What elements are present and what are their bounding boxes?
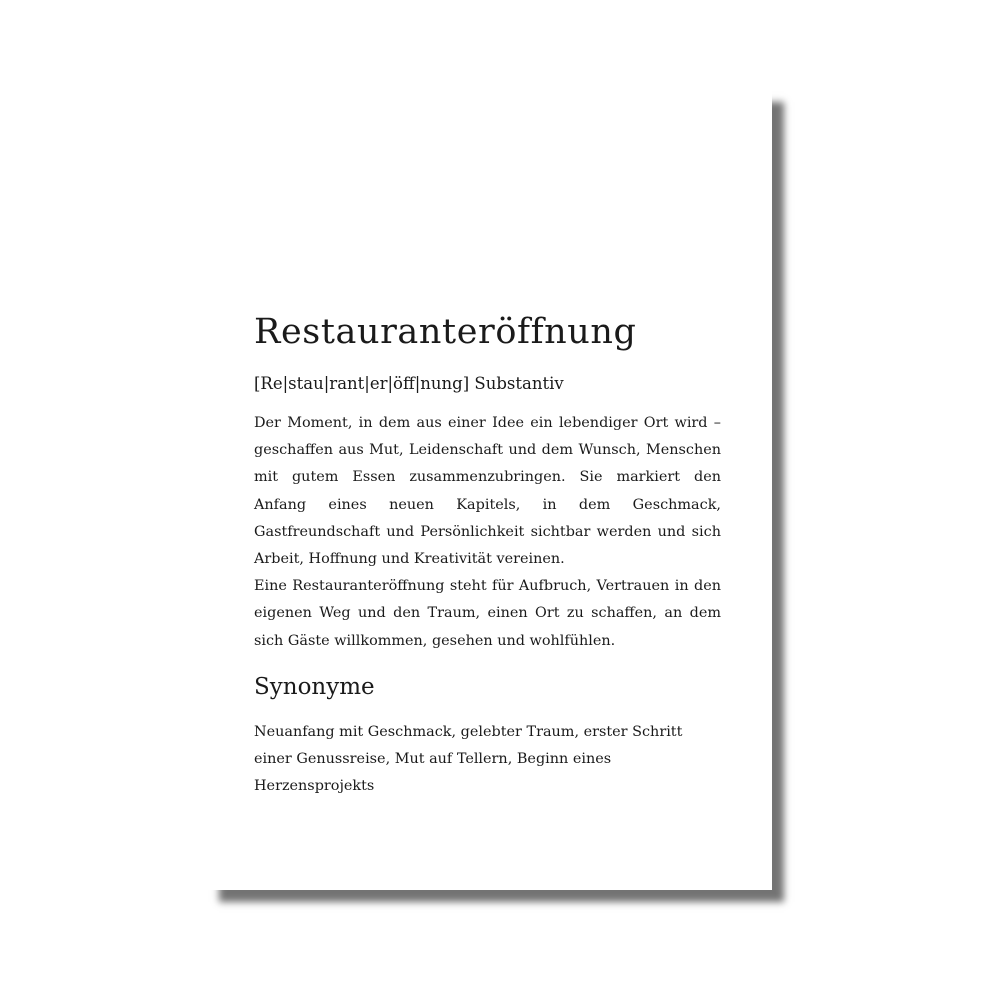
definition-body [254, 410, 721, 655]
synonyms-text: Neuanfang mit Geschmack, gelebter Traum, erster Schritt einer Genussreise, Mut auf Tellern, Beginn eines Herzensprojekts [254, 723, 683, 795]
definition-paragraph-1: Der Moment, in dem aus einer Idee ein lebendiger Ort wird – geschaffen aus Mut, Leidenschaft und dem Wunsch, Menschen mit gutem Essen zusammenzubringen. Sie markiert den Anfang eines neuen Kapitels, in dem Geschmack, Gastfreundschaft und Persönlichkeit sichtbar werden und sich Arbeit, Hoffnung und Kreativität vereinen. [254, 415, 721, 568]
synonyms-heading: Synonyme [254, 673, 375, 700]
entry-title: Restauranteröffnung [254, 312, 637, 352]
definition-card [207, 90, 772, 890]
card-content [254, 308, 721, 800]
pronunciation-line: [Re|stau|rant|er|öff|nung] Substantiv [254, 374, 564, 393]
definition-paragraph-2: Eine Restauranteröffnung steht für Aufbruch, Vertrauen in den eigenen Weg und den Traum, einen Ort zu schaffen, an dem sich Gäste willkommen, gesehen und wohlfühlen. [254, 578, 721, 649]
